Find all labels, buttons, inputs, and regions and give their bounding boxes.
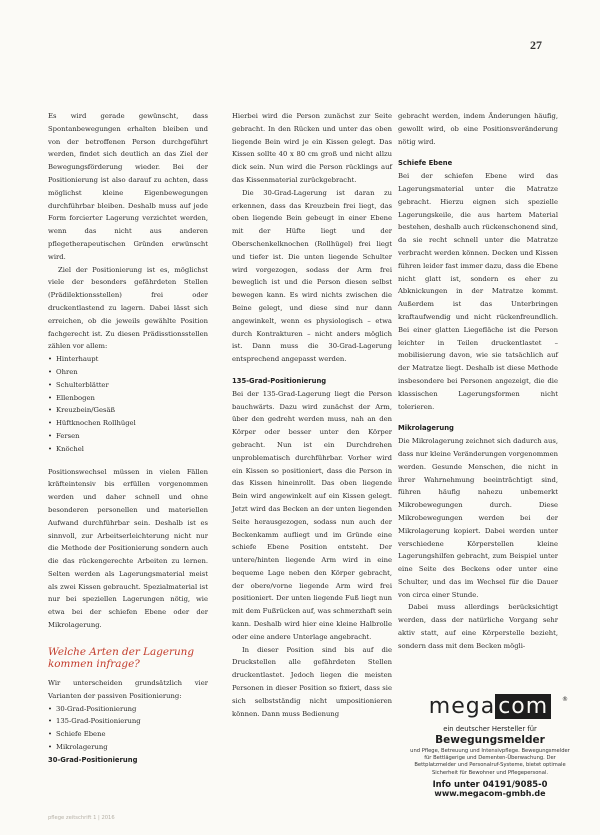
ad-title: Bewegungsmelder bbox=[435, 734, 545, 746]
paragraph: Die 30-Grad-Lagerung ist daran zu erkennen, dass das Kreuzbein frei liegt, das oben liegende Bein gebeugt in einer Ebene mit der Hüfte liegt und der Oberschenkelknochen (Rollhügel) frei liegt und tiefer ist. Die unten liegende Schulter wird vorgezogen, sodass der Arm frei beweglich ist und die Person diesen selbst bewegen kann. Es wird nichts zwischen die Beine gelegt, und diese sind nur dann angewinkelt, wenn es physiologisch – etwa durch Kontrakturen – nicht anders möglich ist. Dann muss die 30-Grad-Lagerung entsprechend angepasst werden. bbox=[232, 188, 392, 364]
ad-website: www.megacom-gmbh.de bbox=[434, 788, 546, 798]
column-2 bbox=[232, 110, 392, 720]
paragraph: In dieser Position sind bis auf die Druckstellen alle gefährdeten Stellen druckentlastet. Jedoch liegen die meisten Personen in dieser Position so fixiert, dass sie sich selbstständig nicht umpositionieren können. Dann muss Bedienung bbox=[232, 645, 392, 718]
list-item: • Mikrolagerung bbox=[48, 741, 208, 754]
list-item: • 30-Grad-Positionierung bbox=[48, 703, 208, 716]
ad-description: und Pflege, Betreuung und Intensivpflege. Bewegungsmelder für Bettlägerige und Dementen-Überwachung. Der Bettplatzmelder und Personalruf-Systeme, bietet optimale Sicherheit für Bewohner und Pflegepersonal. bbox=[410, 748, 570, 776]
column-3 bbox=[398, 110, 558, 653]
list-item: • Hinterhaupt bbox=[48, 353, 208, 366]
subheading: 135-Grad-Positionierung bbox=[232, 376, 327, 385]
list-item: • Schiefe Ebene bbox=[48, 728, 208, 741]
advertisement bbox=[406, 692, 574, 800]
paragraph: gebracht werden, indem Änderungen häufig, gewollt wird, ob eine Positionsveränderung nötig wird. bbox=[398, 112, 558, 146]
list-item: • 135-Grad-Positionierung bbox=[48, 715, 208, 728]
paragraph: Bei der schiefen Ebene wird das Lagerungsmaterial unter die Matratze gebracht. Hierzu eignen sich spezielle Lagerungskeile, die aus hartem Material bestehen, deshalb auch rückenschonend sind, da sie recht schnell unter die Matratze verbracht werden können. Decken und Kissen führen leider fast immer dazu, dass die Ebene nicht glatt ist, sondern es eher zu Abknickungen in der Matratze kommt. Außerdem ist das Unterbringen kraftaufwendig und nicht rückenfreundlich. Bei einer glatten Liegefläche ist die Person leichter in Teilen druckentlastet – mobilisierung davon, wie sie tatsächlich auf der Matratze liegt. Deshalb ist diese Methode insbesondere bei Personen angezeigt, die die klassischen Lagerungsformen nicht tolerieren. bbox=[398, 172, 558, 411]
list-item: • Schulterblätter bbox=[48, 379, 208, 392]
subheading: Schiefe Ebene bbox=[398, 159, 453, 168]
list-item: • Ohren bbox=[48, 366, 208, 379]
paragraph: Die Mikrolagerung zeichnet sich dadurch aus, dass nur kleine Veränderungen vorgenommen werden. Gesunde Menschen, die nicht in ihrer Wahrnehmung beeinträchtigt sind, führen häufig nahezu unbemerkt Mikrobewegungen durch. Diese Mikrobewegungen werden bei der Mikrolagerung kopiert. Dabei werden unter verschiedene Körperstellen kleine Lagerungshilfen gebracht, zum Beispiel unter eine Seite des Beckens oder unter eine Schulter, und das im Wechsel für die Dauer von circa einer Stunde. bbox=[398, 437, 558, 599]
ad-tagline: ein deutscher Hersteller für bbox=[443, 725, 537, 733]
paragraph: Bei der 135-Grad-Lagerung liegt die Person bauchwärts. Dazu wird zunächst der Arm, über den gedreht werden muss, nah an den Körper oder besser unter den Körper gebracht. Nun ist ein Durchdrehen unproblematisch durchführbar. Vorher wird ein Kissen so positioniert, dass die Person in das Kissen hineinrollt. Das oben liegende Bein wird angewinkelt auf ein Kissen gelegt. Jetzt wird das Becken an der unten liegenden Seite herausgezogen, sodass nun auch der Beckenkamm aufliegt und im Gründe eine schiefe Ebene Position entsteht. Der untere/hinten liegende Arm wird in eine bequeme Lage neben den Körper gebracht, der obere/vorne liegende Arm wird frei positioniert. Der unten liegende Fuß liegt nun mit dem Fußrücken auf, was schmerzhaft sein kann. Deshalb wird hier eine kleine Halbrolle oder eine andere Unterlage angebracht. bbox=[232, 389, 392, 641]
positioning-types-list bbox=[48, 703, 208, 754]
paragraph: Dabei muss allerdings berücksichtigt werden, dass der natürliche Vorgang sehr aktiv statt, auf eine Körperstelle bezieht, sondern dass mit dem Becken mögli- bbox=[398, 603, 558, 650]
paragraph: Positionswechsel müssen in vielen Fällen kräfteintensiv bis erfüllen vorgenommen werden und daher schnell und ohne besonderen personellen und materiellen Aufwand durchführbar sein. Deshalb ist es sinnvoll, zur Arbeitserleichterung nicht nur die Methode der Positionierung sondern auch die das rückengerechte Arbeiten zu lernen. Selten werden als Lagerungsmaterial meist als zwei Kissen gebraucht. Spezialmaterial ist nur bei speziellen Lagerungen nötig, wie etwa bei der schiefen Ebene oder der Mikrolagerung. bbox=[48, 467, 208, 630]
risk-sites-list bbox=[48, 353, 208, 455]
subheading: Mikrolagerung bbox=[398, 424, 454, 433]
list-item: • Knöchel bbox=[48, 443, 208, 456]
page-footer: pflege zeitschrift 1 | 2016 bbox=[48, 815, 115, 821]
paragraph: Ziel der Positionierung ist es, möglichst viele der besonders gefährdeten Stellen (Prädilektionsstellen) frei oder druckentlastend zu lagern. Dabei lässt sich erreichen, ob die jeweils gewählte Position fachgerecht ist. Zu diesen Prädisstionsstellen zählen vor allem: bbox=[48, 265, 208, 351]
list-item: • Ellenbogen bbox=[48, 392, 208, 405]
brand-name: mega com bbox=[429, 694, 551, 719]
paragraph: Wir unterscheiden grundsätzlich vier Varianten der passiven Positionierung: bbox=[48, 679, 208, 700]
column-1 bbox=[48, 110, 208, 767]
section-heading: Welche Arten der Lagerung kommen infrage? bbox=[48, 645, 195, 671]
paragraph: Es wird gerade gewünscht, dass Spontanbewegungen erhalten bleiben und von der betroffenen Person durchgeführt werden, findet sich deutlich an das Ziel der Bewegungsförderung wieder. Bei der Positionierung ist also darauf zu achten, dass möglichst kleine Eigenbewegungen durchführbar bleiben. Deshalb muss auf jede Form forcierter Lagerung verzichtet werden, wenn das nicht aus anderen pflegetherapeutischen Gründen erwünscht wird. bbox=[48, 112, 208, 261]
registered-mark: ® bbox=[562, 696, 568, 703]
list-item: • Hüftknochen Rollhügel bbox=[48, 417, 208, 430]
list-item: • Fersen bbox=[48, 430, 208, 443]
page-number: 27 bbox=[530, 38, 542, 52]
brand-logo bbox=[406, 692, 574, 720]
subheading: 30-Grad-Positionierung bbox=[48, 755, 138, 764]
paragraph: Hierbei wird die Person zunächst zur Seite gebracht. In den Rücken und unter das oben liegende Bein wird je ein Kissen gelegt. Das Kissen sollte 40 x 80 cm groß und nicht allzu dick sein. Nun wird die Person rücklings auf das Kissenmaterial zurückgebracht. bbox=[232, 112, 392, 184]
ad-phone: Info unter 04191/9085-0 bbox=[432, 778, 548, 789]
list-item: • Kreuzbein/Gesäß bbox=[48, 404, 208, 417]
